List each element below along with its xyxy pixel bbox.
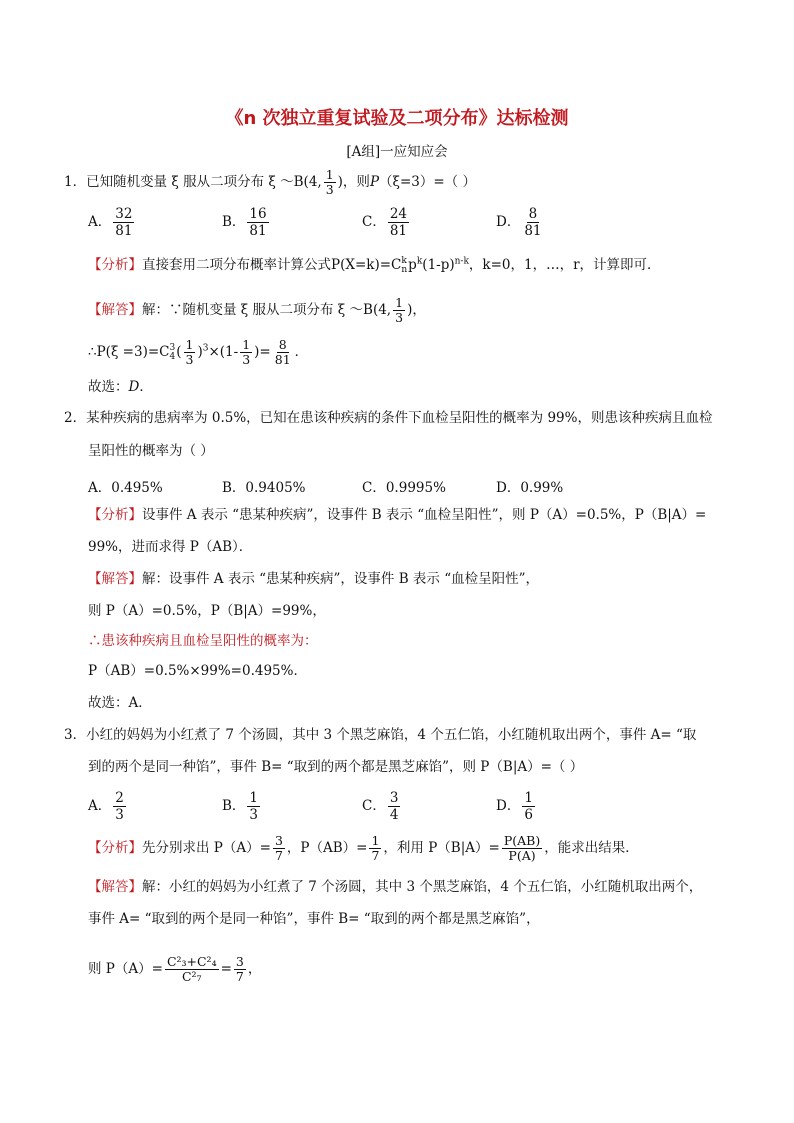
q1-choice: 故选：D． bbox=[88, 379, 153, 395]
q1-answer: 【解答】解：∵随机变量 ξ 服从二项分布 ξ ～B(4, $\frac{1}{3}$ )， bbox=[88, 295, 426, 325]
q2-number: 2． bbox=[64, 410, 87, 426]
q2-option-a: A．0.495% bbox=[88, 480, 163, 496]
q3-answer-line1: 【解答】解：小红的妈妈为小红煮了 7 个汤圆，其中 3 个黑芝麻馅，4 个五仁馅，小红随机取出两个， bbox=[88, 879, 703, 895]
answer-tag: 【解答】 bbox=[88, 302, 142, 318]
q3-number: 3． bbox=[64, 727, 87, 743]
q1-option-b: B． $\frac{16}{81}$ bbox=[222, 206, 267, 239]
q3-answer-line2: 事件 A= “取到的两个是同一种馅”，事件 B= “取到的两个都是黑芝麻馅”， bbox=[88, 911, 540, 927]
section-subtitle: [A组]一应知应会 bbox=[346, 144, 448, 160]
page-title: 《n 次独立重复试验及二项分布》达标检测 bbox=[225, 108, 569, 129]
q1-calculation: ∴P(ξ =3)=C 3 4 ( $\frac{1}{3}$ )$^3$×(1- $\frac{1}{3}$ )= $\frac{8}{81}$ ． bbox=[88, 337, 309, 367]
q3-stem-line2: 到的两个是同一种馅”，事件 B= “取到的两个都是黑芝麻馅”，则 P（B|A）=（ ） bbox=[88, 759, 584, 775]
q2-stem-line1: 2．某种疾病的患病率为 0.5%，已知在患该种疾病的条件下血检呈阳性的概率为 99%，则患该种疾病且血检 bbox=[64, 410, 713, 426]
q1-stem-text-d: （ξ=3）=（ ） bbox=[379, 174, 476, 190]
q2-option-d: D．0.99% bbox=[496, 480, 564, 496]
q2-analysis-line1: 【分析】设事件 A 表示 “患某种疾病”，设事件 B 表示 “血检呈阳性”，则 P（A）=0.5%，P（B|A）= bbox=[88, 507, 707, 523]
q1-option-a: A． $\frac{32}{81}$ bbox=[88, 206, 133, 239]
q1-stem bbox=[64, 168, 476, 197]
q3-option-a: A． $\frac{2}{3}$ bbox=[88, 790, 124, 823]
q2-analysis-line2: 99%，进而求得 P（AB）． bbox=[88, 539, 253, 555]
q2-stem-line2: 呈阳性的概率为（ ） bbox=[88, 443, 214, 459]
q2-choice: 故选：A． bbox=[88, 695, 152, 711]
q1-stem-fraction: $\frac{1}{3}$ bbox=[325, 167, 334, 197]
q2-answer-line1: 【解答】解：设事件 A 表示 “患某种疾病”，设事件 B 表示 “血检呈阳性”， bbox=[88, 571, 540, 587]
q3-option-d: D． $\frac{1}{6}$ bbox=[496, 790, 533, 823]
q3-option-c: C． $\frac{3}{4}$ bbox=[362, 790, 399, 823]
q1-analysis: 【分析】直接套用二项分布概率计算公式P(X=k)=C k n $p^k(1-p)^{n-k}$，k=0，1，…，r，计算即可． bbox=[88, 255, 661, 275]
q2-answer-line4: P（AB）=0.5%×99%=0.495%． bbox=[88, 663, 307, 679]
q1-stem-text-a: 已知随机变量 ξ 服从二项分布 ξ ～B(4, bbox=[86, 174, 322, 190]
q3-option-b: B． $\frac{1}{3}$ bbox=[222, 790, 259, 823]
q2-option-c: C．0.9995% bbox=[362, 480, 446, 496]
q3-stem-line1: 3．小红的妈妈为小红煮了 7 个汤圆，其中 3 个黑芝麻馅，4 个五仁馅，小红随机取出两个，事件 A= “取 bbox=[64, 727, 697, 743]
q3-analysis: 【分析】先分别求出 P（A）= $\frac{3}{7}$ ，P（AB）= $\frac{1}{7}$ ，利用 P（B|A）= $\frac{P(AB)}{P(A)}$ ，能求出结果． bbox=[88, 833, 639, 863]
q1-stem-text-c: P bbox=[369, 174, 380, 190]
q2-answer-line3: ∴患该种疾病且血检呈阳性的概率为： bbox=[88, 633, 318, 649]
q3-final-calculation: 则 P（A）= $\frac{\text{C²₃+C²₄}}{\text{C²₇}}$ = $\frac{3}{7}$ ， bbox=[88, 954, 262, 984]
q2-option-b: B．0.9405% bbox=[222, 480, 306, 496]
q1-option-d: D． $\frac{8}{81}$ bbox=[496, 206, 542, 239]
q1-option-c: C． $\frac{24}{81}$ bbox=[362, 206, 408, 239]
q1-number: 1． bbox=[64, 174, 87, 190]
analysis-tag: 【分析】 bbox=[88, 257, 142, 273]
q2-answer-line2: 则 P（A）=0.5%，P（B|A）=99%， bbox=[88, 603, 326, 619]
q1-stem-text-b: )，则 bbox=[337, 174, 370, 190]
